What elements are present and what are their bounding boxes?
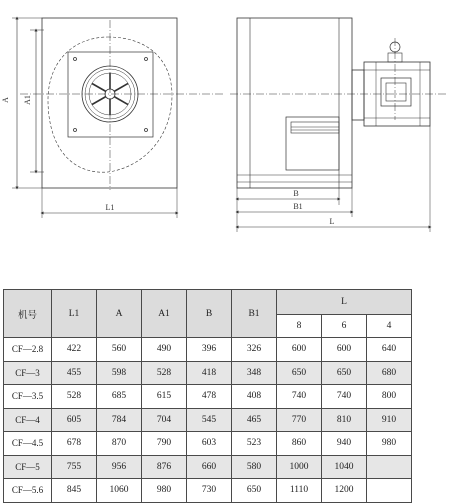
- model-cell: CF—4.5: [4, 432, 52, 456]
- header-l-6: 6: [322, 315, 367, 338]
- table-body: [4, 338, 412, 503]
- header-a: A: [97, 290, 142, 338]
- value-cell: 740: [277, 385, 322, 409]
- value-cell: 545: [187, 408, 232, 432]
- value-cell: 870: [97, 432, 142, 456]
- model-cell: CF—3: [4, 361, 52, 385]
- value-cell: 580: [232, 455, 277, 479]
- value-cell: 560: [97, 338, 142, 362]
- model-cell: CF—5: [4, 455, 52, 479]
- value-cell: 465: [232, 408, 277, 432]
- value-cell: 660: [187, 455, 232, 479]
- value-cell: 1000: [277, 455, 322, 479]
- value-cell: 528: [142, 361, 187, 385]
- dim-label-l: L: [329, 217, 335, 226]
- inlet-plate: [68, 52, 153, 137]
- value-cell: 784: [97, 408, 142, 432]
- value-cell: 810: [322, 408, 367, 432]
- value-cell: 326: [232, 338, 277, 362]
- value-cell: 740: [322, 385, 367, 409]
- header-a1: A1: [142, 290, 187, 338]
- value-cell: 704: [142, 408, 187, 432]
- value-cell: 490: [142, 338, 187, 362]
- model-cell: CF—3.5: [4, 385, 52, 409]
- value-cell: 680: [367, 361, 412, 385]
- table-row: [4, 479, 412, 503]
- side-view: [230, 18, 448, 232]
- value-cell: 600: [277, 338, 322, 362]
- value-cell: 685: [97, 385, 142, 409]
- value-cell: 650: [232, 479, 277, 503]
- value-cell: 910: [367, 408, 412, 432]
- table-row: [4, 432, 412, 456]
- dim-label-b1: B1: [293, 202, 303, 211]
- value-cell: 790: [142, 432, 187, 456]
- value-cell: 770: [277, 408, 322, 432]
- terminal-box: [381, 78, 411, 106]
- dim-label-a1: A1: [23, 95, 32, 105]
- table-row: [4, 338, 412, 362]
- header-b1: B1: [232, 290, 277, 338]
- value-cell: 600: [322, 338, 367, 362]
- value-cell: 640: [367, 338, 412, 362]
- value-cell: 455: [52, 361, 97, 385]
- value-cell: 678: [52, 432, 97, 456]
- value-cell: 980: [142, 479, 187, 503]
- header-l-4: 4: [367, 315, 412, 338]
- motor-flange: [352, 70, 364, 120]
- table-row: [4, 455, 412, 479]
- front-view: [12, 18, 225, 218]
- value-cell: 408: [232, 385, 277, 409]
- value-cell: 603: [187, 432, 232, 456]
- value-cell: 1200: [322, 479, 367, 503]
- model-cell: CF—2.8: [4, 338, 52, 362]
- value-cell: 396: [187, 338, 232, 362]
- value-cell: [367, 455, 412, 479]
- table-row: [4, 408, 412, 432]
- value-cell: 418: [187, 361, 232, 385]
- value-cell: [367, 479, 412, 503]
- value-cell: 650: [322, 361, 367, 385]
- value-cell: 845: [52, 479, 97, 503]
- value-cell: 523: [232, 432, 277, 456]
- value-cell: 980: [367, 432, 412, 456]
- dimension-table: [3, 289, 412, 503]
- value-cell: 650: [277, 361, 322, 385]
- value-cell: 1040: [322, 455, 367, 479]
- value-cell: 605: [52, 408, 97, 432]
- value-cell: 528: [52, 385, 97, 409]
- value-cell: 940: [322, 432, 367, 456]
- dim-label-b: B: [293, 189, 299, 198]
- value-cell: 730: [187, 479, 232, 503]
- value-cell: 598: [97, 361, 142, 385]
- model-cell: CF—4: [4, 408, 52, 432]
- header-l1: L1: [52, 290, 97, 338]
- side-casing: [237, 18, 352, 188]
- outlet-box: [286, 117, 339, 170]
- value-cell: 422: [52, 338, 97, 362]
- value-cell: 876: [142, 455, 187, 479]
- value-cell: 348: [232, 361, 277, 385]
- dim-label-l1: L1: [105, 203, 115, 212]
- header-l-8: 8: [277, 315, 322, 338]
- value-cell: 956: [97, 455, 142, 479]
- value-cell: 1110: [277, 479, 322, 503]
- model-cell: CF—5.6: [4, 479, 52, 503]
- header-l: L: [277, 290, 412, 315]
- value-cell: 860: [277, 432, 322, 456]
- table-row: [4, 385, 412, 409]
- value-cell: 755: [52, 455, 97, 479]
- value-cell: 800: [367, 385, 412, 409]
- value-cell: 478: [187, 385, 232, 409]
- table-row: [4, 361, 412, 385]
- header-model: 机号: [4, 290, 52, 338]
- value-cell: 615: [142, 385, 187, 409]
- dim-label-a: A: [1, 97, 10, 103]
- header-b: B: [187, 290, 232, 338]
- fan-dimension-drawing: [0, 0, 453, 245]
- value-cell: 1060: [97, 479, 142, 503]
